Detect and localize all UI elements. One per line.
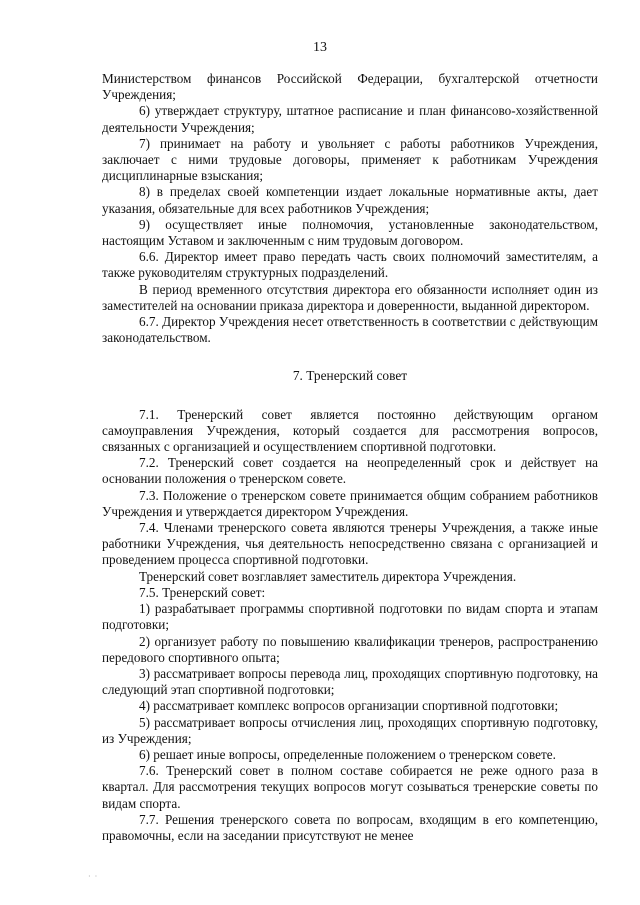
section-title-coaching-council: 7. Тренерский совет	[292, 368, 408, 384]
paragraph-7-5-item-6: 6) решает иные вопросы, определенные положением о тренерском совете.	[139, 746, 556, 762]
paragraph-7-6: 7.6. Тренерский совет в полном составе собирается не реже одного раза в квартал. Для рассмотрения текущих вопросов могут созываться тренерские советы по видам спорта.	[102, 763, 598, 811]
paragraph-item-9-other-powers: 9) осуществляет иные полномочия, установленные законодательством, настоящим Уставом и заключенным с ним трудовым договором.	[102, 216, 598, 249]
document-body	[102, 71, 598, 844]
paragraph-ministry-reporting: Министерством финансов Российской Федерации, бухгалтерской отчетности Учреждения;	[102, 71, 598, 103]
paragraph-7-5-item-2: 2) организует работу по повышению квалификации тренеров, распространению передового спортивного опыта;	[102, 633, 598, 665]
paragraph-7-5-item-1: 1) разрабатывает программы спортивной подготовки по видам спорта и этапам подготовки;	[102, 601, 598, 633]
page-number: 13	[313, 40, 327, 55]
paragraph-7-2: 7.2. Тренерский совет создается на неопределенный срок и действует на основании положения о тренерском совете.	[102, 455, 598, 487]
scan-artifact-mark: · ·	[88, 872, 99, 881]
paragraph-council-head: Тренерский совет возглавляет заместитель директора Учреждения.	[139, 568, 517, 584]
paragraph-7-5: 7.5. Тренерский совет:	[139, 584, 266, 600]
paragraph-7-3: 7.3. Положение о тренерском совете принимается общим собранием работников Учреждения и утверждается директором Учреждения.	[102, 487, 598, 519]
paragraph-7-5-item-5: 5) рассматривает вопросы отчисления лиц, проходящих спортивную подготовку, из Учреждения;	[102, 714, 598, 746]
paragraph-item-6-structure: 6) утверждает структуру, штатное расписание и план финансово-хозяйственной деятельности Учреждения;	[102, 103, 598, 135]
paragraph-7-5-item-4: 4) рассматривает комплекс вопросов организации спортивной подготовки;	[139, 698, 559, 714]
paragraph-item-8-local-acts: 8) в пределах своей компетенции издает локальные нормативные акты, дает указания, обязательные для всех работников Учреждения;	[102, 184, 598, 216]
paragraph-6-6: 6.6. Директор имеет право передать часть своих полномочий заместителям, а также руководителям структурных подразделений.	[102, 249, 598, 281]
paragraph-7-1: 7.1. Тренерский совет является постоянно действующим органом самоуправления Учреждения, который создается для рассмотрения вопросов, связанных с организацией и осуществлением спортивной подготовки.	[102, 406, 598, 455]
paragraph-temporary-absence: В период временного отсутствия директора его обязанности исполняет один из заместителей на основании приказа директора и доверенности, выданной директором.	[102, 281, 598, 313]
paragraph-7-4: 7.4. Членами тренерского совета являются тренеры Учреждения, а также иные работники Учреждения, чья деятельность непосредственно связана с организацией и проведением процесса спортивной подготовки.	[102, 520, 598, 568]
paragraph-6-7: 6.7. Директор Учреждения несет ответственность в соответствии с действующим законодательством.	[102, 314, 598, 346]
paragraph-7-5-item-3: 3) рассматривает вопросы перевода лиц, проходящих спортивную подготовку, на следующий этап спортивной подготовки;	[102, 665, 598, 698]
paragraph-item-7-hiring: 7) принимает на работу и увольняет с работы работников Учреждения, заключает с ними трудовые договоры, применяет к работникам Учреждения дисциплинарные взыскания;	[102, 135, 598, 184]
paragraph-7-7: 7.7. Решения тренерского совета по вопросам, входящим в его компетенцию, правомочны, если на заседании присутствуют не менее	[102, 811, 598, 843]
